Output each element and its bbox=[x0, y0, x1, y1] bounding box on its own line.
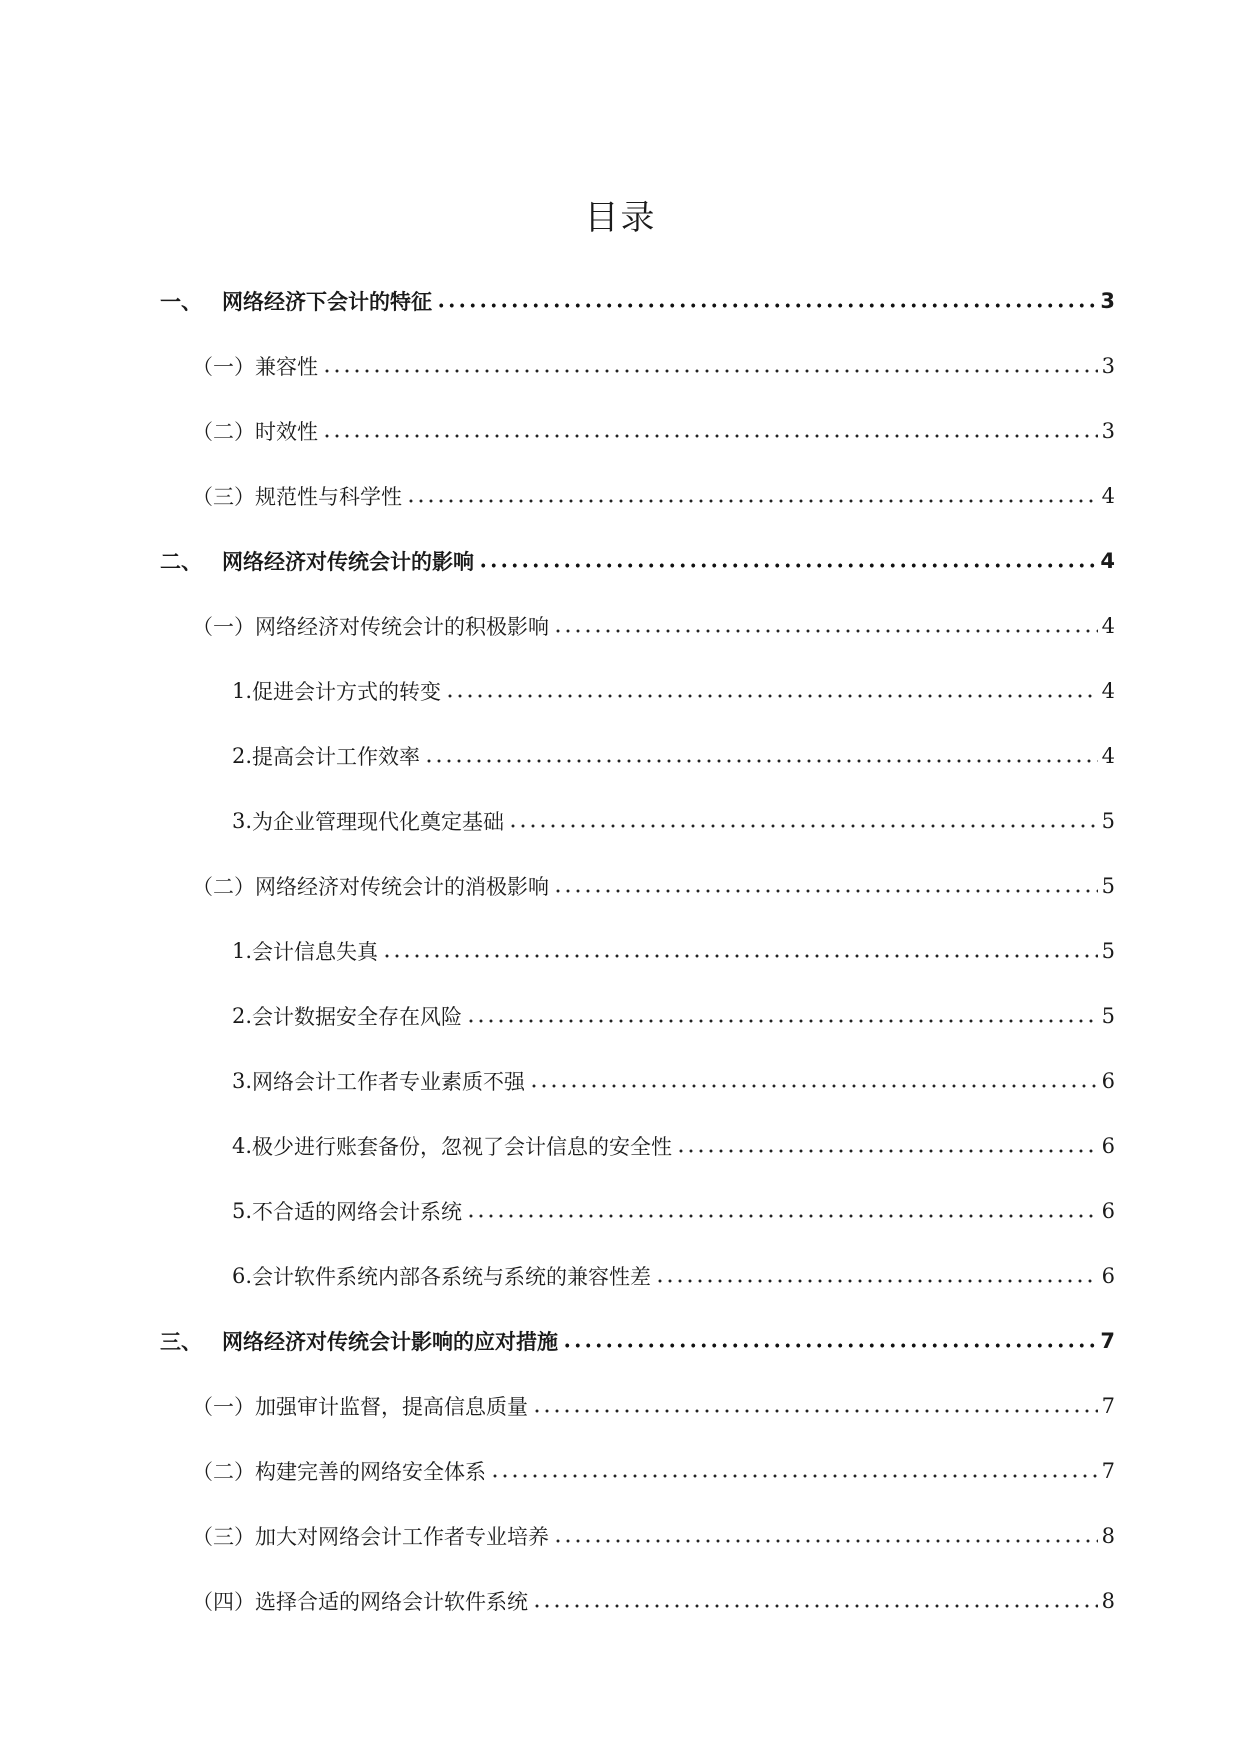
entry-page-number: 8 bbox=[1101, 1588, 1115, 1613]
toc-entry[interactable] bbox=[0, 1438, 1241, 1503]
dot-leader bbox=[436, 303, 1096, 308]
dot-leader bbox=[490, 1474, 1098, 1478]
dot-leader bbox=[655, 1279, 1098, 1283]
entry-title: 会计软件系统内部各系统与系统的兼容性差 bbox=[252, 1264, 652, 1289]
toc-entry[interactable] bbox=[0, 398, 1241, 463]
entry-page-number: 6 bbox=[1101, 1133, 1115, 1158]
entry-page-number: 4 bbox=[1100, 548, 1115, 573]
toc-entry[interactable] bbox=[0, 1568, 1241, 1633]
toc-entry[interactable] bbox=[0, 853, 1241, 918]
toc-entry[interactable] bbox=[0, 333, 1241, 398]
entry-page-number: 8 bbox=[1101, 1523, 1115, 1548]
entry-page-number: 3 bbox=[1100, 288, 1115, 313]
entry-page-number: 5 bbox=[1101, 873, 1115, 898]
dot-leader bbox=[562, 1343, 1096, 1348]
toc-entry[interactable] bbox=[0, 1308, 1241, 1373]
entry-title: 会计信息失真 bbox=[252, 939, 379, 964]
entry-number: 3. bbox=[232, 1068, 253, 1093]
entry-page-number: 4 bbox=[1101, 743, 1115, 768]
toc-title: 目录 bbox=[584, 198, 657, 238]
dot-leader bbox=[466, 1214, 1098, 1218]
dot-leader bbox=[478, 563, 1096, 568]
entry-page-number: 5 bbox=[1101, 1003, 1115, 1028]
dot-leader bbox=[532, 1604, 1098, 1608]
entry-page-number: 4 bbox=[1101, 678, 1115, 703]
dot-leader bbox=[532, 1409, 1098, 1413]
toc-entry[interactable] bbox=[0, 1178, 1241, 1243]
entry-number: （二） bbox=[192, 874, 255, 899]
dot-leader bbox=[529, 1084, 1098, 1088]
entry-title: 规范性与科学性 bbox=[255, 484, 402, 509]
entry-title: 网络经济对传统会计的影响 bbox=[222, 549, 474, 574]
dot-leader bbox=[382, 954, 1098, 958]
entry-page-number: 5 bbox=[1101, 808, 1115, 833]
entry-title: 网络经济对传统会计的消极影响 bbox=[255, 874, 549, 899]
entry-title: 兼容性 bbox=[255, 354, 318, 379]
entry-title: 网络经济对传统会计的积极影响 bbox=[255, 614, 549, 639]
toc-entry[interactable] bbox=[0, 1113, 1241, 1178]
toc-entry[interactable] bbox=[0, 918, 1241, 983]
dot-leader bbox=[676, 1149, 1098, 1153]
toc-entry[interactable] bbox=[0, 1503, 1241, 1568]
entry-number: 2. bbox=[232, 743, 253, 768]
entry-page-number: 7 bbox=[1100, 1328, 1115, 1353]
entry-page-number: 3 bbox=[1101, 353, 1115, 378]
entry-title: 极少进行账套备份，忽视了会计信息的安全性 bbox=[252, 1134, 673, 1159]
dot-leader bbox=[445, 694, 1098, 698]
toc-entry[interactable] bbox=[0, 463, 1241, 528]
dot-leader bbox=[322, 369, 1098, 373]
entry-page-number: 7 bbox=[1101, 1393, 1115, 1418]
entry-title: 网络经济下会计的特征 bbox=[222, 289, 432, 314]
entry-number: 1. bbox=[232, 678, 253, 703]
entry-page-number: 7 bbox=[1101, 1458, 1115, 1483]
entry-title: 构建完善的网络安全体系 bbox=[255, 1459, 486, 1484]
entry-title: 网络会计工作者专业素质不强 bbox=[252, 1069, 526, 1094]
entry-page-number: 5 bbox=[1101, 938, 1115, 963]
toc-entry[interactable] bbox=[0, 723, 1241, 788]
entry-title: 会计数据安全存在风险 bbox=[252, 1004, 463, 1029]
entry-title: 不合适的网络会计系统 bbox=[252, 1199, 463, 1224]
entry-page-number: 4 bbox=[1101, 483, 1115, 508]
dot-leader bbox=[424, 759, 1098, 763]
entry-number: 2. bbox=[232, 1003, 253, 1028]
toc-entry[interactable] bbox=[0, 593, 1241, 658]
entry-title: 时效性 bbox=[255, 419, 318, 444]
entry-page-number: 3 bbox=[1101, 418, 1115, 443]
entry-number: 三、 bbox=[160, 1329, 202, 1354]
toc-entry[interactable] bbox=[0, 658, 1241, 723]
entry-number: 1. bbox=[232, 938, 253, 963]
dot-leader bbox=[553, 629, 1098, 633]
entry-number: （一） bbox=[192, 354, 255, 379]
entry-number: 5. bbox=[232, 1198, 253, 1223]
entry-title: 为企业管理现代化奠定基础 bbox=[252, 809, 505, 834]
entry-page-number: 6 bbox=[1101, 1068, 1115, 1093]
entry-title: 选择合适的网络会计软件系统 bbox=[255, 1589, 528, 1614]
table-of-contents bbox=[0, 268, 1241, 1633]
entry-number: （四） bbox=[192, 1589, 255, 1614]
entry-number: （一） bbox=[192, 614, 255, 639]
entry-page-number: 4 bbox=[1101, 613, 1115, 638]
entry-title: 加强审计监督，提高信息质量 bbox=[255, 1394, 528, 1419]
entry-title: 促进会计方式的转变 bbox=[252, 679, 442, 704]
entry-number: （三） bbox=[192, 1524, 255, 1549]
entry-number: 6. bbox=[232, 1263, 253, 1288]
entry-title: 加大对网络会计工作者专业培养 bbox=[255, 1524, 549, 1549]
dot-leader bbox=[508, 824, 1098, 828]
entry-page-number: 6 bbox=[1101, 1198, 1115, 1223]
entry-number: 3. bbox=[232, 808, 253, 833]
dot-leader bbox=[553, 889, 1098, 893]
toc-entry[interactable] bbox=[0, 528, 1241, 593]
toc-entry[interactable] bbox=[0, 1243, 1241, 1308]
entry-number: 4. bbox=[232, 1133, 253, 1158]
toc-entry[interactable] bbox=[0, 1048, 1241, 1113]
dot-leader bbox=[322, 434, 1098, 438]
toc-entry[interactable] bbox=[0, 268, 1241, 333]
entry-title: 网络经济对传统会计影响的应对措施 bbox=[222, 1329, 558, 1354]
toc-entry[interactable] bbox=[0, 983, 1241, 1048]
entry-page-number: 6 bbox=[1101, 1263, 1115, 1288]
dot-leader bbox=[466, 1019, 1098, 1023]
entry-number: 二、 bbox=[160, 549, 202, 574]
entry-number: （二） bbox=[192, 1459, 255, 1484]
dot-leader bbox=[406, 499, 1098, 503]
entry-number: （一） bbox=[192, 1394, 255, 1419]
toc-entry[interactable] bbox=[0, 1373, 1241, 1438]
entry-number: （三） bbox=[192, 484, 255, 509]
dot-leader bbox=[553, 1539, 1098, 1543]
entry-title: 提高会计工作效率 bbox=[252, 744, 421, 769]
toc-entry[interactable] bbox=[0, 788, 1241, 853]
entry-number: 一、 bbox=[160, 289, 202, 314]
entry-number: （二） bbox=[192, 419, 255, 444]
